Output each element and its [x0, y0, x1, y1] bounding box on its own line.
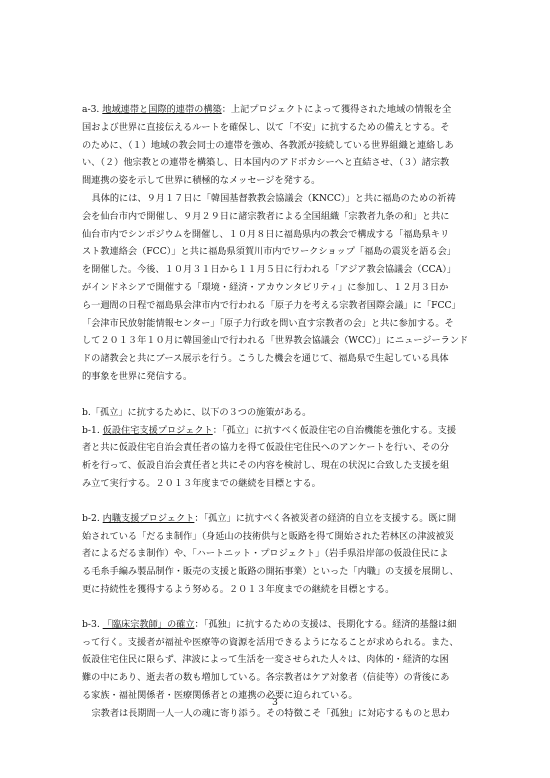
section-b3-title: 「臨床宗教師」の確立: [102, 618, 195, 630]
section-a3-first-line-rest: ：上記プロジェクトによって獲得された地域の情報を全: [221, 104, 452, 115]
section-b1-prefix: b-1.: [82, 424, 103, 436]
section-a3: [82, 101, 472, 386]
text-line: 更に持続性を獲得するよう努める。２０１３年度までの継続を目標とする。: [82, 583, 395, 595]
text-line: い、（２）他宗教との連帯を構築し、日本国内のアドボカシーへと直結させ、（３）諸宗教: [82, 157, 450, 169]
page-number: 3: [272, 698, 278, 708]
text-line: って行く。支援者が福祉や医療等の資源を活用できるようになることが求められる。また、: [82, 636, 459, 648]
section-b: [82, 404, 472, 493]
text-line: を開催した。今後、１０月３１日から１１月５日に行われる「アジア教会協議会（CCA）」: [82, 264, 457, 276]
paragraph-gap: [82, 493, 472, 510]
text-line: 者と共に仮設住宅自治会責任者の協力を得て仮設住宅住民へのアンケートを行い、その分: [82, 442, 449, 454]
section-b2-prefix: b-2.: [82, 512, 103, 524]
text-line: 的事象を世界に発信する。: [82, 370, 193, 382]
text-line: 具体的には、９月１７日に「韓国基督教教会協議会（KNCC）」と共に福島のための祈祷: [91, 192, 456, 204]
section-b1-first-line-rest: ：「孤立」に抗すべく仮設住宅の自治機能を強化する。支援: [212, 424, 457, 436]
text-line: み立て実行する。２０１３年度までの継続を目標とする。: [82, 477, 321, 489]
text-line: る毛糸手編み製品制作・販売の支援と販路の開拓事業）といった「内職」の支援を展開し、: [82, 566, 459, 578]
paragraph-gap: [82, 386, 472, 404]
section-a3-first-line: [82, 101, 472, 119]
section-a3-title: 地域連帯と国際的連帯の構築: [102, 104, 222, 115]
text-line: のために、（１）地域の教会同士の連帯を強め、各教派が接続している世界組織と連絡しあ: [82, 139, 454, 151]
section-b1-first-line: [82, 422, 472, 440]
text-line: る家族・福祉関係者・医療関係者との連携の必要に迫られている。: [82, 689, 358, 701]
section-b2-first-line-rest: ：「孤立」に抗すべく各被災者の経済的自立を支援する。既に開: [194, 512, 457, 524]
section-b2-title: 内職支援プロジェクト: [102, 512, 195, 524]
section-b-intro: b.「孤立」に抗するために、以下の３つの施策がある。: [82, 406, 312, 418]
section-b3-first-line-rest: ：「孤独」に抗するための支援は、長期化する。経済的基盤は細: [194, 618, 457, 630]
text-line: 国および世界に直接伝えるルートを確保し、以て「不安」に抗するための備えとする。そ: [82, 121, 450, 133]
text-line: 析を行って、仮設自治会責任者と共にその内容を検討し、現在の状況に合致した支援を組: [82, 460, 450, 472]
section-b1-title: 仮設住宅支援プロジェクト: [102, 424, 213, 436]
text-line: 難の中にあり、逝去者の数も増加している。各宗教者はケア対象者（信徒等）の背後にあ: [82, 672, 450, 684]
text-line: 仮設住宅住民に限らず、津波によって生活を一変させられた人々は、肉体的・経済的な困: [82, 654, 449, 666]
section-b3-prefix: b-3.: [82, 618, 103, 630]
text-line: 者によるだるま制作）や、「ハートニット・プロジェクト」（岩手県沿岸部の仮設住民によ: [82, 548, 449, 560]
text-line: ら一週間の日程で福島県会津市内で行われる「原子力を考える宗教者国際会議」に「FCC」: [82, 299, 461, 311]
section-b3-first-line: [82, 616, 472, 634]
text-line: して２０１３年１０月に韓国釜山で行われる「世界教会協議会（WCC）」にニュージーランド: [82, 335, 469, 347]
section-a3-prefix: a-3.: [82, 104, 103, 115]
text-line: ドの諸教会と共にブース展示を行う。こうした機会を通じて、福島県で生起している具体: [82, 353, 449, 365]
text-line: スト教連絡会（FCC）」と共に福島県須賀川市内でワークショップ「福島の震災を語る会」: [82, 246, 456, 258]
text-line: 仙台市内でシンポジウムを開催し、１０月８日に福島県内の教会で構成する「福島県キリ: [82, 228, 450, 240]
text-line: 「会津市民放射能情報センター」「原子力行政を問い直す宗教者の会」と共に参加する。そ: [82, 317, 454, 329]
text-line: 会を仙台市内で開催し、９月２９日に諸宗教者による全国組織「宗教者九条の和」と共に: [82, 210, 450, 222]
section-b2: [82, 510, 472, 599]
text-line: 間連携の姿を示して世界に積極的なメッセージを発する。: [82, 175, 321, 187]
section-b2-first-line: [82, 510, 472, 528]
text-line: がインドネシアで開催する「環境・経済・アカウンタビリティ」に参加し、１２月３日か: [82, 281, 449, 293]
text-line: 始されている「だるま制作」（身延山の技術供与と販路を得て開始された若林区の津波被災: [82, 530, 455, 542]
paragraph-gap: [82, 599, 472, 616]
document-body: [82, 101, 472, 723]
text-line: 宗教者は長期間一人一人の魂に寄り添う。その特徴こそ「孤独」に対応するものと思わ: [91, 707, 450, 719]
